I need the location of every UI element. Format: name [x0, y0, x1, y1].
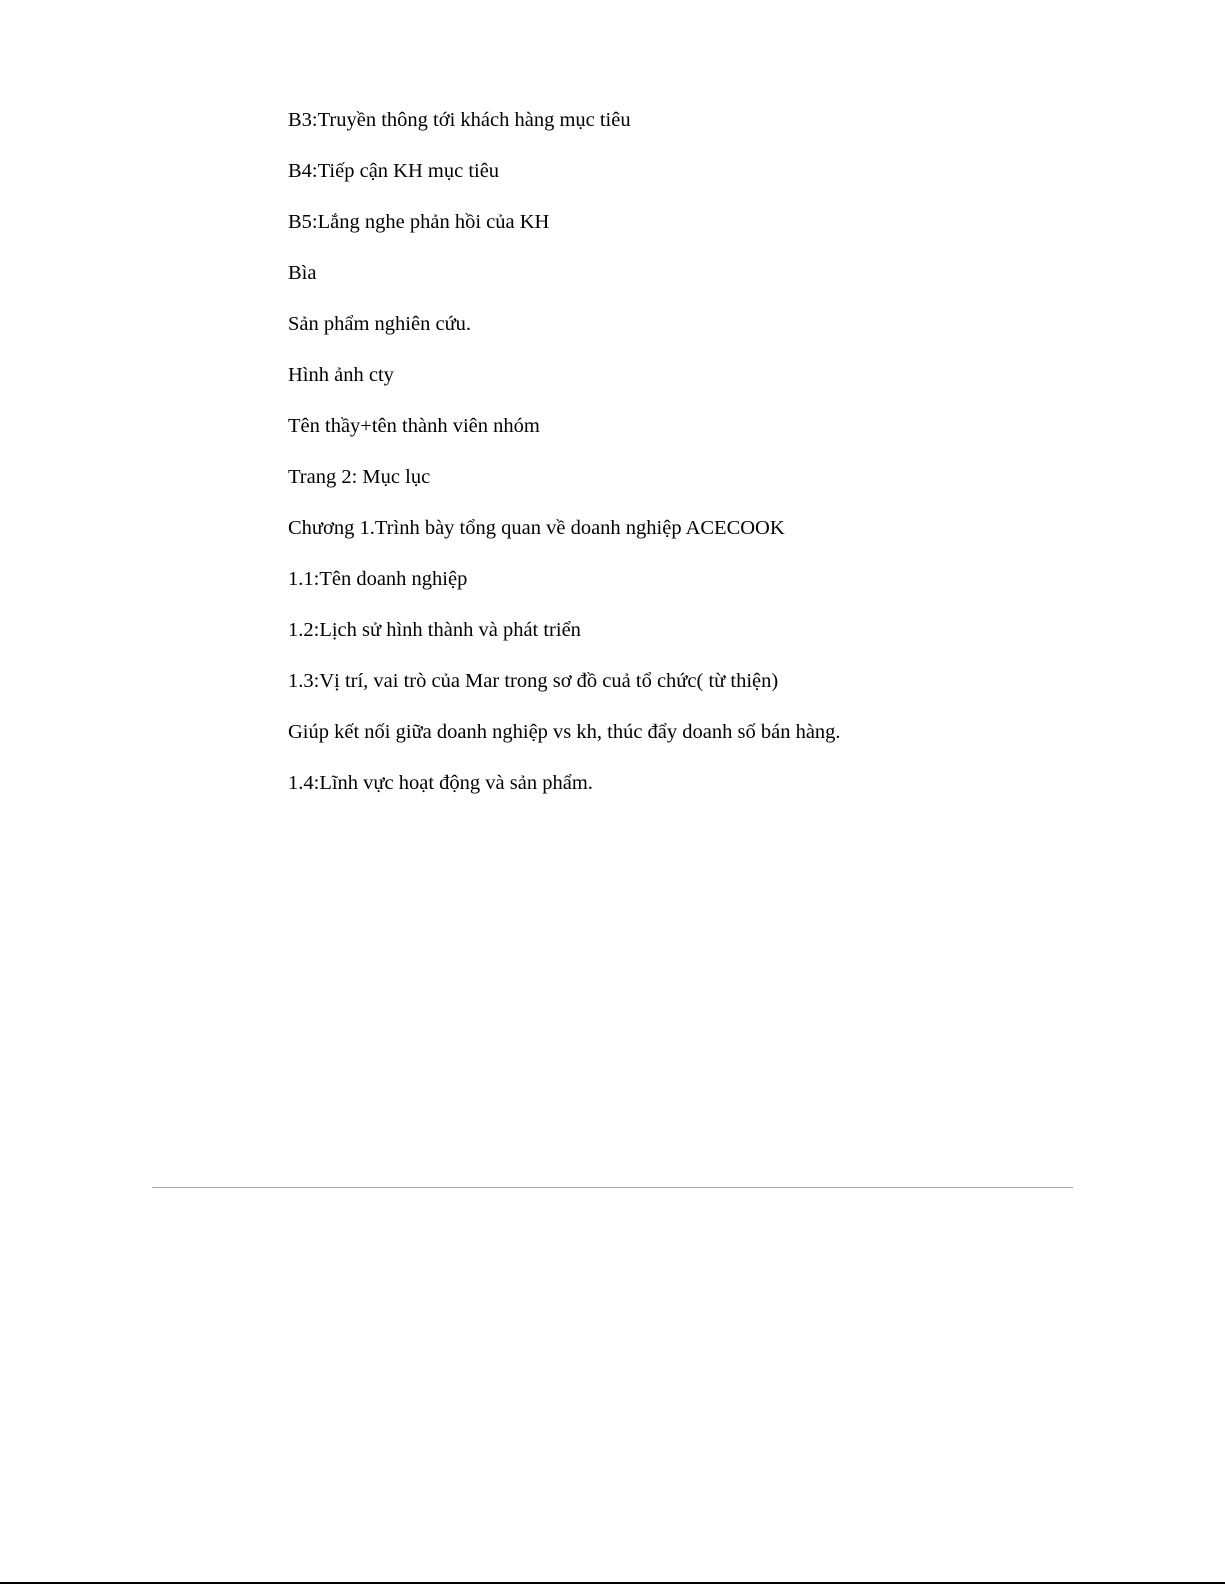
text-line: 1.2:Lịch sử hình thành và phát triển — [288, 619, 581, 641]
text-line: 1.3:Vị trí, vai trò của Mar trong sơ đồ cuả tổ chức( từ thiện) — [288, 670, 779, 692]
text-line: Tên thầy+tên thành viên nhóm — [288, 415, 540, 437]
text-line: Sản phẩm nghiên cứu. — [288, 313, 472, 335]
text-line: Giúp kết nối giữa doanh nghiệp vs kh, thúc đẩy doanh số bán hàng. — [288, 721, 841, 743]
text-line: B3:Truyền thông tới khách hàng mục tiêu — [288, 109, 631, 131]
text-line: Bìa — [288, 262, 317, 284]
text-line: Hình ảnh cty — [288, 364, 394, 386]
text-line: B5:Lắng nghe phản hồi của KH — [288, 211, 550, 233]
text-line: B4:Tiếp cận KH mục tiêu — [288, 160, 500, 182]
document-body — [288, 103, 1168, 817]
page-break-divider — [152, 1187, 1073, 1188]
page-bottom-edge — [0, 1582, 1225, 1584]
text-line: 1.4:Lĩnh vực hoạt động và sản phẩm. — [288, 772, 593, 794]
text-line: Chương 1.Trình bày tổng quan về doanh nghiệp ACECOOK — [288, 517, 785, 539]
text-line: 1.1:Tên doanh nghiệp — [288, 568, 468, 590]
text-line: Trang 2: Mục lục — [288, 466, 431, 488]
